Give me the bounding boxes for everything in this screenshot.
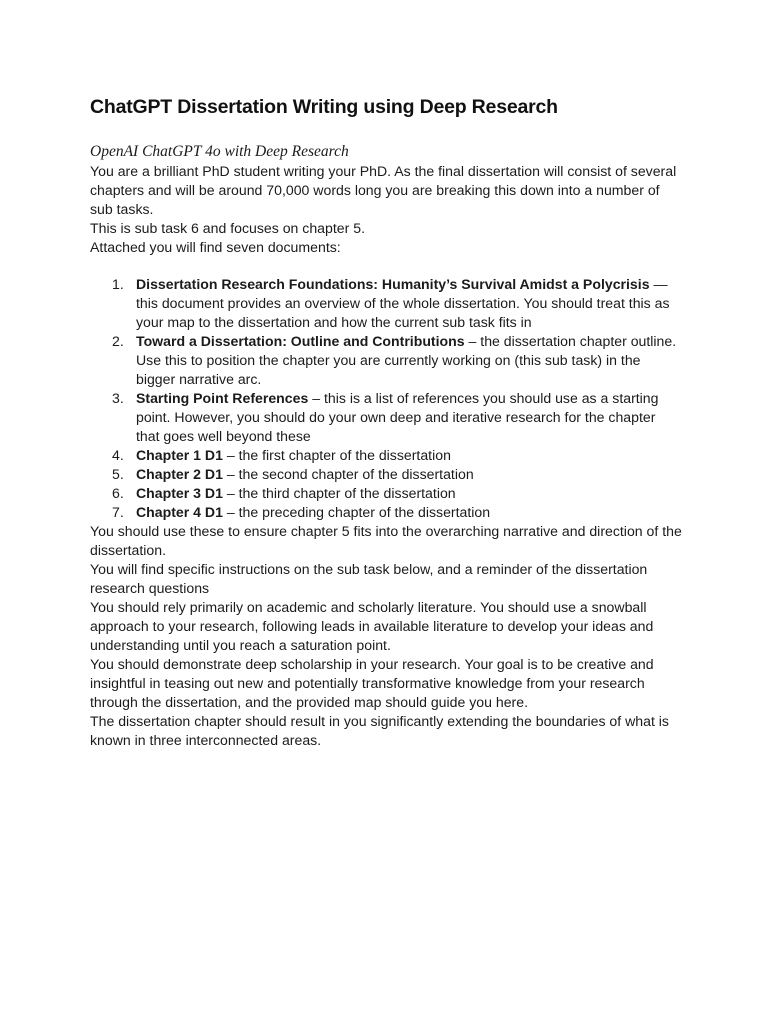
list-item-name: Chapter 1 D1 xyxy=(136,447,223,463)
body-paragraph-boundaries: The dissertation chapter should result in you significantly extending the boundaries of what is known in three interconnected areas. xyxy=(90,713,669,748)
body-paragraph-scholarship: You should demonstrate deep scholarship in your research. Your goal is to be creative and insightful in teasing out new and potentially transformative knowledge from your research through the dissertation, and the provided map should guide you here. xyxy=(90,656,654,710)
list-item-name: Chapter 4 D1 xyxy=(136,504,223,520)
document-title: ChatGPT Dissertation Writing using Deep Research xyxy=(90,96,558,118)
list-item xyxy=(90,446,682,465)
attached-intro: Attached you will find seven documents: xyxy=(90,239,341,255)
sub-task-paragraph: This is sub task 6 and focuses on chapter 5. xyxy=(90,220,365,236)
list-item xyxy=(90,465,682,484)
list-item-description: – the dissertation chapter outline. Use this to position the chapter you are currently working on (this sub task) in the bigger narrative arc. xyxy=(136,333,677,387)
list-item-description: – the first chapter of the dissertation xyxy=(222,447,451,463)
list-item-description: – the preceding chapter of the dissertation xyxy=(222,504,491,520)
list-item-name: Starting Point References xyxy=(136,390,309,406)
list-item xyxy=(90,389,682,446)
list-item-name: Chapter 3 D1 xyxy=(136,485,223,501)
body-paragraph-instructions: You will find specific instructions on the sub task below, and a reminder of the dissertation research questions xyxy=(90,561,648,596)
list-item-description: – this is a list of references you should use as a starting point. However, you should do your own deep and iterative research for the chapter that goes well beyond these xyxy=(136,390,659,444)
document-subtitle: OpenAI ChatGPT 4o with Deep Research xyxy=(90,143,349,160)
documents-list xyxy=(90,275,682,522)
body-paragraph-literature: You should rely primarily on academic and scholarly literature. You should use a snowball approach to your research, following leads in available literature to develop your ideas and understanding until you reach a saturation point. xyxy=(90,599,654,653)
document-page xyxy=(90,94,682,750)
list-item-number: 5. xyxy=(112,466,124,482)
list-item-number: 2. xyxy=(112,333,124,349)
intro-paragraph: You are a brilliant PhD student writing your PhD. As the final dissertation will consist of several chapters and will be around 70,000 words long you are breaking this down into a number of sub tasks. xyxy=(90,163,677,217)
list-item-name: Dissertation Research Foundations: Humanity’s Survival Amidst a Polycrisis xyxy=(136,276,650,292)
list-item-number: 1. xyxy=(112,276,124,292)
list-item-number: 4. xyxy=(112,447,124,463)
list-item-name: Toward a Dissertation: Outline and Contributions xyxy=(136,333,465,349)
list-item xyxy=(90,275,682,332)
list-item-description: – the second chapter of the dissertation xyxy=(222,466,474,482)
list-item-number: 7. xyxy=(112,504,124,520)
body-paragraph-fit: You should use these to ensure chapter 5 fits into the overarching narrative and direction of the dissertation. xyxy=(90,523,682,558)
list-item xyxy=(90,484,682,503)
list-item xyxy=(90,332,682,389)
list-item-description: – the third chapter of the dissertation xyxy=(222,485,456,501)
list-item-number: 3. xyxy=(112,390,124,406)
list-item-name: Chapter 2 D1 xyxy=(136,466,223,482)
list-item-description: — this document provides an overview of the whole dissertation. You should treat this as your map to the dissertation and how the current sub task fits in xyxy=(136,276,670,330)
list-item xyxy=(90,503,682,522)
list-item-number: 6. xyxy=(112,485,124,501)
